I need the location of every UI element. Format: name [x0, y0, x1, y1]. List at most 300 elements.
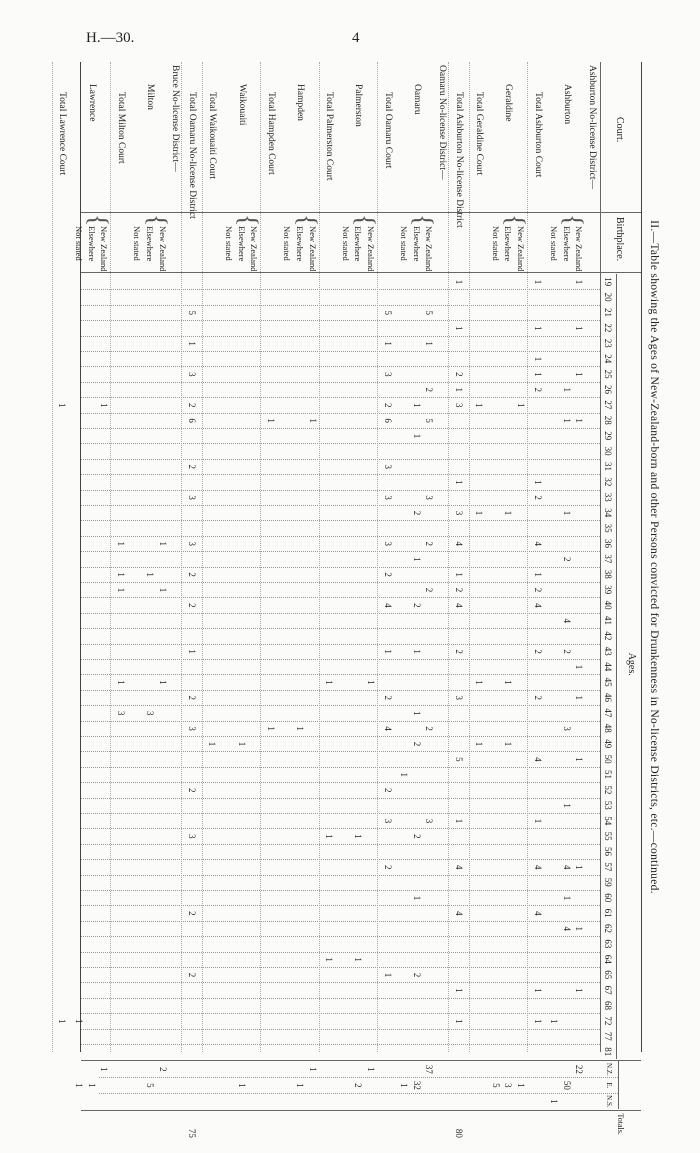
court-total-label: Total Waikouaiti Court: [207, 92, 218, 180]
age-column-header: 42: [603, 631, 613, 641]
age-count-cell: 2: [532, 695, 543, 701]
age-count-cell: 3: [145, 710, 155, 716]
column-rule: [81, 272, 641, 273]
birthplace-total-subheader: E.: [605, 1082, 613, 1089]
age-count-cell: 2: [411, 834, 422, 839]
age-count-cell: 1: [74, 1018, 84, 1024]
age-count-cell: 2: [411, 972, 422, 978]
brace-glyph: {: [351, 214, 380, 227]
age-column-header: 32: [603, 477, 613, 487]
age-column-rule: [81, 505, 601, 506]
age-column-header: 31: [603, 461, 613, 471]
age-column-header: 35: [603, 523, 613, 533]
age-count-cell: 2: [186, 572, 197, 577]
age-count-cell: 1: [157, 587, 168, 593]
age-count-cell: 2: [186, 603, 197, 608]
age-column-header: 48: [603, 723, 613, 733]
age-count-cell: 1: [353, 834, 364, 839]
row-separator: [52, 62, 53, 1052]
age-count-cell: 2: [424, 587, 435, 593]
age-count-cell: 1: [561, 387, 572, 393]
age-count-cell: 4: [561, 618, 572, 624]
age-count-cell: 2: [453, 372, 464, 377]
age-column-rule: [81, 844, 601, 845]
age-count-cell: 1: [411, 895, 422, 901]
birthplace-total-cell: 1: [74, 1083, 84, 1088]
age-column-header: 45: [603, 677, 613, 687]
age-count-cell: 1: [574, 988, 585, 993]
age-count-cell: 3: [115, 710, 126, 716]
age-count-cell: 2: [382, 864, 393, 870]
age-column-header: 19: [603, 277, 613, 287]
age-count-cell: 3: [382, 818, 393, 824]
age-count-cell: 2: [186, 787, 197, 793]
age-count-cell: 1: [411, 402, 422, 408]
age-count-cell: 3: [382, 495, 393, 500]
age-column-header: 81: [603, 1047, 613, 1057]
age-count-cell: 2: [453, 587, 464, 593]
age-count-cell: 1: [295, 726, 305, 731]
grand-total-cell: 75: [186, 1128, 197, 1138]
age-count-cell: 3: [561, 726, 572, 731]
age-column-rule: [81, 443, 601, 444]
birthplace-label: Not stated: [224, 226, 234, 261]
birthplace-total-cell: 1: [516, 1083, 526, 1088]
age-count-cell: 1: [399, 772, 410, 778]
age-count-cell: 4: [453, 541, 464, 547]
age-count-cell: 3: [453, 510, 464, 516]
age-column-rule: [81, 967, 601, 968]
birthplace-label: New Zealand: [157, 226, 168, 272]
age-column-rule: [81, 659, 601, 660]
birthplace-total-subheader: N.Z.: [605, 1062, 613, 1076]
age-column-rule: [81, 628, 601, 629]
age-count-cell: 1: [115, 587, 126, 593]
age-column-rule: [81, 1029, 601, 1030]
ages-header: Ages.: [626, 652, 637, 676]
age-column-rule: [81, 828, 601, 829]
birthplace-label: Elsewhere: [86, 226, 97, 262]
age-count-cell: 4: [532, 541, 543, 547]
age-count-cell: 1: [453, 572, 464, 577]
birthplace-total-cell: 37: [424, 1064, 435, 1074]
age-count-cell: 1: [532, 1018, 543, 1024]
brace-glyph: {: [84, 214, 114, 227]
age-column-rule: [81, 782, 601, 783]
age-count-cell: 1: [503, 680, 514, 685]
age-count-cell: 1: [574, 372, 585, 377]
district-heading: Bruce No-license District—: [170, 65, 181, 172]
age-count-cell: 1: [366, 680, 376, 685]
birthplace-label: New Zealand: [99, 226, 110, 272]
age-column-header: 55: [603, 831, 613, 841]
age-count-cell: 1: [532, 279, 543, 285]
court-name: Milton: [145, 84, 155, 110]
age-count-cell: 2: [424, 387, 435, 393]
birthplace-total-cell: 32: [411, 1080, 422, 1090]
age-column-header: 68: [603, 1000, 613, 1010]
district-heading: Oamaru No-license District—: [437, 65, 447, 180]
age-count-cell: 5: [186, 310, 197, 316]
birthplace-label: Not stated: [490, 226, 501, 261]
age-count-cell: 4: [532, 603, 543, 608]
age-count-cell: 4: [382, 726, 393, 731]
age-count-cell: 6: [186, 418, 197, 423]
age-count-cell: 1: [353, 957, 364, 962]
birthplace-total-cell: 3: [503, 1083, 514, 1088]
age-column-header: 72: [603, 1016, 613, 1026]
age-column-rule: [81, 1013, 601, 1014]
age-column-header: 50: [603, 754, 613, 764]
row-separator: [527, 62, 528, 1052]
birthplace-label: Elsewhere: [503, 226, 514, 262]
age-column-header: 47: [603, 708, 613, 718]
age-count-cell: 1: [574, 757, 585, 762]
age-column-rule: [81, 366, 601, 367]
age-column-rule: [81, 798, 601, 799]
age-count-cell: 1: [324, 680, 335, 685]
age-count-cell: 1: [453, 988, 464, 993]
age-count-cell: 4: [532, 757, 543, 762]
age-count-cell: 1: [474, 680, 485, 685]
age-column-rule: [81, 320, 601, 321]
age-count-cell: 1: [474, 741, 485, 747]
age-count-cell: 1: [307, 418, 318, 423]
age-count-cell: 4: [532, 864, 543, 870]
age-count-cell: 1: [57, 402, 68, 408]
age-count-cell: 1: [532, 356, 543, 362]
age-column-rule: [81, 875, 601, 876]
age-count-cell: 3: [186, 726, 197, 731]
age-column-rule: [81, 890, 601, 891]
age-count-cell: 2: [382, 572, 393, 577]
totals-header: Totals.: [616, 1113, 625, 1135]
birthplace-label: Not stated: [282, 226, 293, 261]
age-count-cell: 1: [453, 1018, 464, 1024]
age-column-rule: [81, 751, 601, 752]
age-count-cell: 1: [532, 372, 543, 377]
age-column-header: 43: [603, 646, 613, 656]
age-column-rule: [81, 998, 601, 999]
age-column-header: 46: [603, 692, 613, 702]
data-table: [57, 62, 642, 1138]
age-count-cell: 1: [236, 741, 247, 747]
age-count-cell: 5: [424, 418, 435, 423]
age-count-cell: 1: [574, 418, 585, 423]
age-count-cell: 1: [561, 510, 572, 516]
age-column-rule: [81, 613, 601, 614]
age-column-header: 28: [603, 415, 613, 425]
court-name: Ashburton: [561, 84, 572, 125]
age-column-rule: [81, 289, 601, 290]
birthplace-label: Elsewhere: [295, 226, 305, 262]
birthplace-total-cell: 1: [295, 1083, 305, 1088]
age-count-cell: 1: [411, 710, 422, 716]
age-count-cell: 1: [382, 972, 393, 978]
age-count-cell: 1: [186, 341, 197, 346]
age-count-cell: 1: [411, 433, 422, 439]
age-count-cell: 2: [424, 726, 435, 731]
age-count-cell: 1: [474, 510, 485, 516]
age-column-rule: [81, 336, 601, 337]
page-number: 4: [352, 30, 360, 46]
court-name: Oamaru: [411, 84, 422, 115]
court-total-label: Total Geraldine Court: [474, 92, 485, 176]
age-count-cell: 5: [453, 757, 464, 762]
age-count-cell: 1: [516, 402, 526, 408]
brace-glyph: {: [501, 214, 530, 227]
age-count-cell: 2: [186, 464, 197, 470]
age-count-cell: 1: [574, 695, 585, 701]
row-separator: [377, 62, 378, 1052]
age-column-header: 38: [603, 569, 613, 579]
birthplace-label: Elsewhere: [353, 226, 364, 262]
age-column-header: 59: [603, 877, 613, 887]
age-count-cell: 1: [453, 818, 464, 824]
birthplace-total-cell: 5: [490, 1083, 501, 1088]
column-rule: [81, 1110, 641, 1111]
age-count-cell: 1: [574, 864, 585, 870]
age-count-cell: 1: [424, 341, 435, 346]
age-count-cell: 1: [453, 479, 464, 485]
birthplace-label: New Zealand: [307, 226, 318, 272]
age-column-header: 33: [603, 492, 613, 502]
age-column-header: 62: [603, 923, 613, 933]
birthplace-header: Birthplace.: [614, 217, 625, 262]
age-count-cell: 1: [145, 572, 155, 577]
birthplace-label: Not stated: [549, 226, 560, 261]
birthplace-label: Not stated: [399, 226, 410, 261]
age-count-cell: 1: [115, 680, 126, 685]
age-column-header: 54: [603, 816, 613, 826]
age-column-rule: [81, 382, 601, 383]
birthplace-label: Elsewhere: [145, 226, 155, 262]
bp-column-rule: [99, 1093, 619, 1094]
court-total-label: Total Ashburton No-license District: [453, 92, 464, 228]
birthplace-total-cell: 1: [307, 1067, 318, 1072]
age-count-cell: 1: [186, 649, 197, 654]
age-count-cell: 1: [57, 1018, 68, 1024]
court-total-label: Total Oamaru Court: [382, 92, 393, 169]
age-count-cell: 2: [382, 402, 393, 408]
age-count-cell: 3: [382, 464, 393, 470]
age-column-rule: [81, 767, 601, 768]
age-column-header: 24: [603, 354, 613, 364]
brace-glyph: {: [292, 214, 322, 227]
age-count-cell: 1: [411, 649, 422, 654]
age-count-cell: 3: [186, 495, 197, 500]
birthplace-label: Not stated: [340, 226, 351, 261]
court-total-label: Total Ashburton Court: [532, 92, 543, 178]
age-column-rule: [81, 305, 601, 306]
age-column-rule: [81, 351, 601, 352]
age-column-rule: [81, 813, 601, 814]
age-count-cell: 3: [453, 695, 464, 701]
age-count-cell: 1: [157, 541, 168, 547]
age-count-cell: 2: [453, 649, 464, 654]
birthplace-label: New Zealand: [249, 226, 260, 272]
age-count-cell: 1: [99, 402, 110, 408]
age-column-header: 49: [603, 739, 613, 749]
age-count-cell: 2: [532, 587, 543, 593]
age-count-cell: 3: [424, 818, 435, 824]
age-count-cell: 3: [186, 372, 197, 377]
age-count-cell: 4: [453, 864, 464, 870]
age-count-cell: 1: [453, 387, 464, 393]
age-count-cell: 1: [574, 664, 585, 670]
age-column-rule: [81, 490, 601, 491]
court-total-label: Total Milton Court: [115, 92, 126, 164]
age-column-header: 26: [603, 384, 613, 394]
birthplace-total-subheader: N.S.: [605, 1095, 613, 1108]
age-column-header: 39: [603, 585, 613, 595]
age-count-cell: 2: [186, 911, 197, 916]
age-count-cell: 1: [561, 803, 572, 808]
age-count-cell: 2: [186, 972, 197, 978]
age-count-cell: 4: [382, 603, 393, 608]
birthplace-label: Elsewhere: [561, 226, 572, 262]
court-name: Hampden: [295, 84, 305, 121]
age-count-cell: 4: [561, 864, 572, 870]
age-count-cell: 1: [265, 418, 276, 423]
age-count-cell: 1: [324, 834, 335, 839]
age-column-header: 44: [603, 662, 613, 672]
age-count-cell: 4: [453, 603, 464, 608]
age-column-header: 29: [603, 431, 613, 441]
brace-glyph: {: [409, 214, 439, 227]
birthplace-label: Elsewhere: [236, 226, 247, 262]
age-column-header: 60: [603, 893, 613, 903]
age-count-cell: 1: [574, 279, 585, 285]
age-count-cell: 2: [382, 695, 393, 701]
age-column-header: 52: [603, 785, 613, 795]
age-count-cell: 1: [411, 556, 422, 562]
age-count-cell: 2: [186, 695, 197, 701]
birthplace-label: New Zealand: [574, 226, 585, 272]
age-count-cell: 1: [561, 895, 572, 901]
age-column-rule: [81, 705, 601, 706]
age-count-cell: 3: [186, 834, 197, 839]
age-column-header: 63: [603, 939, 613, 949]
age-count-cell: 1: [115, 541, 126, 547]
age-column-rule: [81, 936, 601, 937]
age-column-rule: [81, 921, 601, 922]
age-column-header: 36: [603, 538, 613, 548]
age-column-header: 21: [603, 307, 613, 317]
age-column-rule: [81, 520, 601, 521]
age-column-rule: [81, 952, 601, 953]
table-title: II.—Table showing the Ages of New-Zealand-born and other Persons convicted for Drunkenness in No-license Districts, etc.—continued.: [648, 220, 660, 894]
age-count-cell: 5: [424, 310, 435, 316]
age-count-cell: 1: [265, 726, 276, 731]
age-count-cell: 1: [532, 325, 543, 331]
row-separator: [319, 62, 320, 1052]
age-column-header: 65: [603, 970, 613, 980]
birthplace-label: Not stated: [74, 226, 84, 261]
column-rule: [81, 212, 641, 213]
age-count-cell: 2: [382, 787, 393, 793]
court-name: Lawrence: [86, 84, 97, 122]
court-header: Court.: [614, 117, 625, 143]
birthplace-label: Elsewhere: [411, 226, 422, 262]
age-count-cell: 2: [532, 387, 543, 393]
brace-glyph: {: [234, 214, 264, 227]
birthplace-total-cell: 1: [236, 1083, 247, 1088]
court-name: Geraldine: [503, 84, 514, 122]
row-separator: [181, 62, 182, 1052]
age-count-cell: 1: [532, 479, 543, 485]
birthplace-total-cell: 1: [549, 1099, 560, 1104]
age-count-cell: 1: [574, 325, 585, 331]
age-count-cell: 4: [453, 911, 464, 916]
age-count-cell: 3: [453, 402, 464, 408]
age-column-header: 40: [603, 600, 613, 610]
age-count-cell: 6: [382, 418, 393, 423]
age-count-cell: 5: [382, 310, 393, 316]
age-count-cell: 1: [561, 418, 572, 423]
birthplace-total-cell: 1: [366, 1067, 376, 1072]
age-column-rule: [81, 721, 601, 722]
age-count-cell: 2: [186, 402, 197, 408]
birthplace-total-cell: 5: [145, 1083, 155, 1088]
age-column-header: 22: [603, 323, 613, 333]
court-total-label: Total Oamaru No-license District: [186, 92, 197, 219]
age-count-cell: 3: [382, 541, 393, 547]
age-count-cell: 1: [382, 649, 393, 654]
age-column-header: 57: [603, 862, 613, 872]
age-column-rule: [81, 474, 601, 475]
age-column-header: 41: [603, 615, 613, 625]
birthplace-total-cell: 1: [99, 1067, 110, 1072]
age-column-header: 56: [603, 846, 613, 856]
row-separator: [202, 62, 203, 1052]
age-count-cell: 1: [503, 510, 514, 516]
age-count-cell: 4: [561, 926, 572, 932]
age-count-cell: 2: [411, 603, 422, 608]
age-count-cell: 2: [411, 510, 422, 516]
age-column-header: 34: [603, 508, 613, 518]
brace-glyph: {: [559, 214, 589, 227]
birthplace-label: New Zealand: [516, 226, 526, 272]
age-count-cell: 1: [453, 325, 464, 331]
age-column-rule: [81, 736, 601, 737]
age-column-header: 67: [603, 985, 613, 995]
grand-total-cell: 80: [453, 1128, 464, 1138]
age-count-cell: 1: [532, 988, 543, 993]
age-column-header: 25: [603, 369, 613, 379]
birthplace-total-cell: 1: [86, 1083, 97, 1088]
age-count-cell: 1: [382, 341, 393, 346]
age-count-cell: 1: [324, 957, 335, 962]
age-count-cell: 1: [549, 1018, 560, 1024]
page-reference: H.—30.: [86, 30, 135, 46]
court-total-label: Total Lawrence Court: [57, 92, 68, 176]
birthplace-label: New Zealand: [424, 226, 435, 272]
age-count-cell: 1: [532, 572, 543, 577]
age-column-rule: [81, 428, 601, 429]
age-count-cell: 1: [574, 926, 585, 932]
age-count-cell: 1: [474, 402, 485, 408]
age-count-cell: 1: [453, 279, 464, 285]
age-column-rule: [81, 644, 601, 645]
header-rule: [616, 274, 617, 1059]
age-column-header: 23: [603, 338, 613, 348]
age-count-cell: 2: [424, 541, 435, 547]
court-total-label: Total Palmerston Court: [324, 92, 335, 181]
age-count-cell: 4: [532, 911, 543, 916]
court-name: Palmerston: [353, 84, 364, 127]
age-column-header: 77: [603, 1031, 613, 1041]
